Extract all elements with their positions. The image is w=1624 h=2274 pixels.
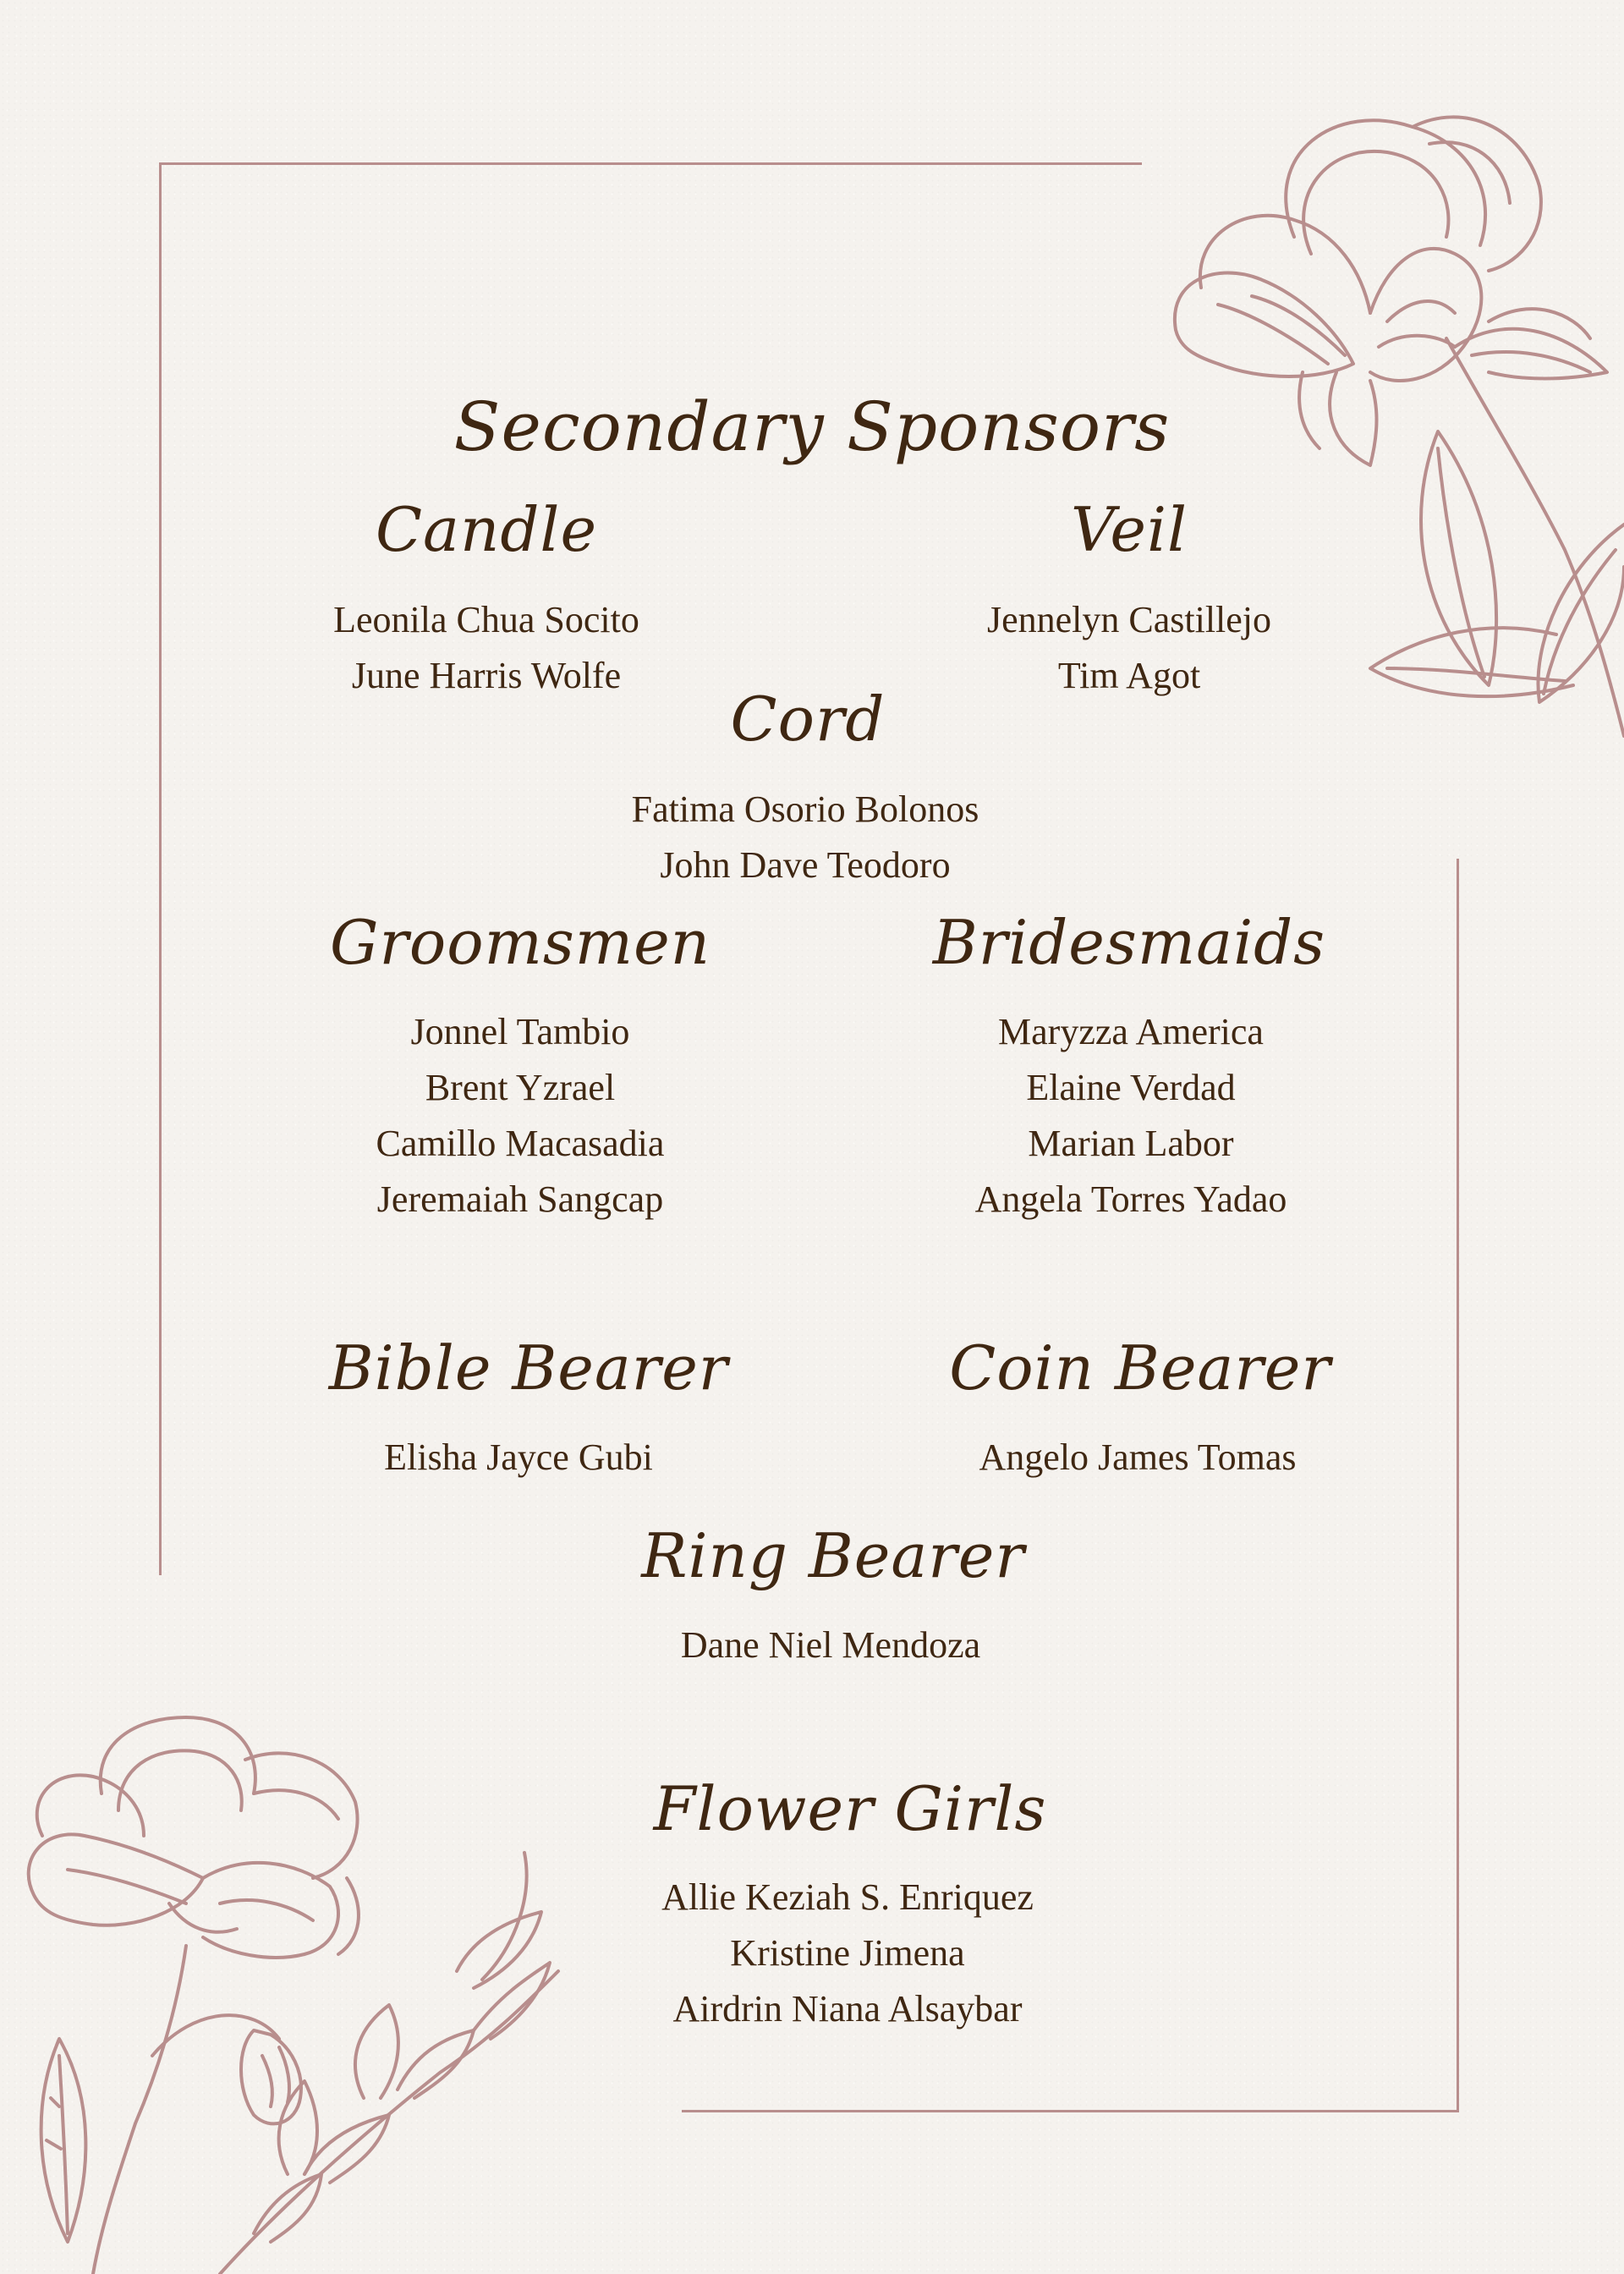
bible-bearer-heading: Bible Bearer (328, 1332, 729, 1403)
list-item: Leonila Chua Socito (333, 599, 639, 640)
list-item: June Harris Wolfe (351, 655, 622, 696)
candle-names (333, 592, 639, 704)
list-item: Jennelyn Castillejo (986, 599, 1272, 640)
bridesmaids-names (975, 1004, 1287, 1228)
ring-bearer-names (681, 1618, 980, 1673)
list-item: Maryzza America (998, 1011, 1264, 1052)
list-item: Angelo James Tomas (979, 1436, 1297, 1478)
list-item: Angela Torres Yadao (974, 1178, 1287, 1220)
frame-bottom-line (682, 2110, 1459, 2112)
flower-top-right-icon (1167, 93, 1624, 812)
flower-girls-names (661, 1870, 1034, 2037)
list-item: Fatima Osorio Bolonos (631, 788, 979, 830)
flower-girls-heading: Flower Girls (653, 1773, 1047, 1844)
list-item: Airdrin Niana Alsaybar (672, 1988, 1023, 2030)
cord-names (632, 782, 979, 893)
veil-names (987, 592, 1271, 704)
frame-top-line (159, 162, 1142, 165)
coin-bearer-names (979, 1430, 1297, 1486)
cord-heading: Cord (730, 684, 886, 755)
coin-bearer-heading: Coin Bearer (949, 1332, 1331, 1403)
list-item: Marian Labor (1028, 1123, 1234, 1164)
frame-right-line (1457, 859, 1459, 2112)
list-item: John Dave Teodoro (660, 844, 951, 886)
candle-heading: Candle (375, 494, 598, 565)
list-item: Brent Yzrael (425, 1067, 616, 1108)
frame-left-line (159, 162, 162, 1575)
flower-bottom-left-icon (0, 1700, 592, 2274)
list-item: Jeremaiah Sangcap (376, 1178, 664, 1220)
groomsmen-names (376, 1004, 665, 1228)
list-item: Kristine Jimena (730, 1932, 965, 1974)
bible-bearer-names (384, 1430, 653, 1486)
veil-heading: Veil (1070, 494, 1188, 565)
list-item: Jonnel Tambio (410, 1011, 630, 1052)
bridesmaids-heading: Bridesmaids (932, 907, 1326, 978)
list-item: Camillo Macasadia (376, 1123, 665, 1164)
list-item: Elaine Verdad (1026, 1067, 1236, 1108)
list-item: Elisha Jayce Gubi (384, 1436, 653, 1478)
list-item: Dane Niel Mendoza (680, 1624, 981, 1666)
page-title: Secondary Sponsors (453, 387, 1171, 466)
list-item: Tim Agot (1057, 655, 1201, 696)
groomsmen-heading: Groomsmen (329, 907, 711, 978)
list-item: Allie Keziah S. Enriquez (661, 1876, 1034, 1918)
ring-bearer-heading: Ring Bearer (641, 1520, 1025, 1591)
